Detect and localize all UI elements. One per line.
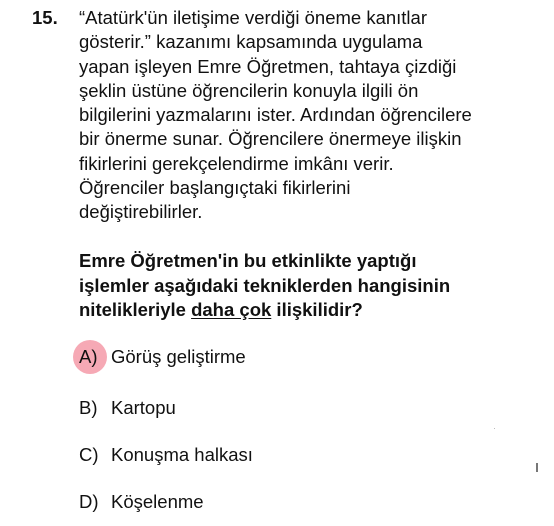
option-a[interactable] <box>79 345 246 369</box>
prompt-emphasis: daha çok <box>191 299 272 320</box>
stem-line: fikirlerini gerekçelendirme imkânı verir. <box>79 152 394 174</box>
option-letter: A) <box>79 345 111 369</box>
option-d[interactable] <box>79 490 204 514</box>
stem-line: bilgilerini yazmalarını ister. Ardından öğrencilere <box>79 104 472 126</box>
prompt-text: nitelikleriyle <box>79 299 192 320</box>
question-prompt <box>79 249 539 323</box>
option-letter: C) <box>79 444 99 465</box>
option-text: Görüş geliştirme <box>111 346 246 367</box>
option-c[interactable] <box>79 443 253 467</box>
stem-line: gösterir.” kazanımı kapsamında uygulama <box>79 31 423 53</box>
prompt-line: Emre Öğretmen'in bu etkinlikte yaptığı <box>79 250 417 271</box>
stem-line: şeklin üstüne öğrencilerin konuyla ilgili ön <box>79 79 419 101</box>
option-text: Köşelenme <box>111 491 204 512</box>
option-b[interactable] <box>79 396 176 420</box>
question-stem <box>79 6 539 225</box>
question-number: 15. <box>32 7 58 28</box>
stem-line: Öğrenciler başlangıçtaki fikirlerini <box>79 177 351 199</box>
stem-line: yapan işleyen Emre Öğretmen, tahtaya çizdiği <box>79 55 457 77</box>
option-text: Konuşma halkası <box>111 444 253 465</box>
prompt-line: işlemler aşağıdaki tekniklerden hangisinin <box>79 274 451 296</box>
option-letter: B) <box>79 397 98 418</box>
scan-speck <box>536 463 538 472</box>
scan-speck <box>494 428 495 429</box>
stem-line: bir önerme sunar. Öğrencilere önermeye ilişkin <box>79 128 462 150</box>
option-letter: D) <box>79 491 99 512</box>
prompt-line <box>79 298 539 323</box>
prompt-text: ilişkilidir? <box>271 299 363 320</box>
stem-line: değiştirebilirler. <box>79 201 203 223</box>
option-text: Kartopu <box>111 397 176 418</box>
stem-line: “Atatürk'ün iletişime verdiği öneme kanıtlar <box>79 7 427 28</box>
